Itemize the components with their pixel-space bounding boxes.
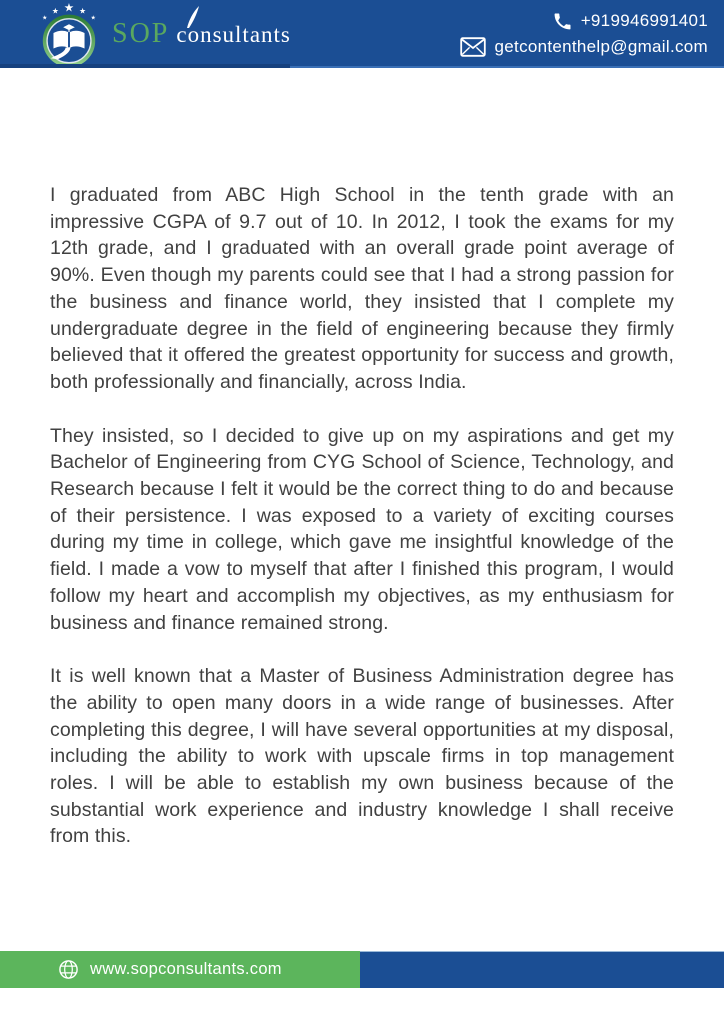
svg-text:★: ★	[51, 6, 59, 16]
brand-name	[112, 18, 291, 50]
header	[0, 0, 724, 68]
graduation-cap-icon	[63, 24, 75, 32]
phone-contact[interactable]	[553, 11, 708, 31]
brand-logo	[36, 1, 291, 67]
email-contact[interactable]	[460, 37, 708, 57]
website-url[interactable]: www.sopconsultants.com	[90, 960, 282, 978]
quill-icon	[186, 5, 201, 29]
phone-icon	[553, 12, 572, 31]
svg-text:★: ★	[90, 15, 96, 22]
header-contacts	[460, 11, 708, 57]
sop-letter-body	[50, 182, 674, 877]
sop-consultants-logo	[36, 1, 102, 67]
svg-text:★: ★	[63, 1, 75, 15]
footer-website-bar	[0, 951, 360, 988]
svg-text:★: ★	[79, 6, 87, 16]
road-icon	[51, 47, 71, 59]
email-address: getcontenthelp@gmail.com	[494, 37, 708, 56]
paragraph-mba-goals: It is well known that a Master of Business Administration degree has the ability to open many doors in a wide range of businesses. After completing this degree, I will have several opportunities at my disposal, including the ability to work with upscale firms in top management roles. I will be able to establish my own business because of the substantial work experience and industry knowledge I shall receive from this.	[50, 665, 674, 848]
brand-name-secondary: consultants	[176, 22, 291, 48]
globe-icon	[58, 959, 79, 980]
svg-text:★: ★	[42, 15, 48, 22]
paragraph-education: I graduated from ABC High School in the tenth grade with an impressive CGPA of 9.7 out of 10. In 2012, I took the exams for my 12th grade, and I graduated with an overall grade point average of 90%. Even though my parents could see that I had a strong passion for the business and finance world, they insisted that I complete my undergraduate degree in the field of engineering because they firmly believed that it offered the greatest opportunity for success and growth, both professionally and financially, across India.	[50, 184, 674, 393]
phone-number: +919946991401	[580, 11, 708, 30]
paragraph-bachelor: They insisted, so I decided to give up on my aspirations and get my Bachelor of Engineering from CYG School of Science, Technology, and Research because I felt it would be the correct thing to do and because of their persistence. I was exposed to a variety of exciting courses during my time in college, which gave me insightful knowledge of the field. I made a vow to myself that after I finished this program, I would follow my heart and accomplish my objectives, as my enthusiasm for business and finance remained strong.	[50, 424, 674, 634]
envelope-icon	[460, 37, 486, 57]
footer-accent-bar	[360, 951, 724, 988]
open-book-icon	[53, 31, 84, 49]
brand-name-primary: SOP	[112, 18, 170, 49]
footer	[0, 951, 724, 988]
